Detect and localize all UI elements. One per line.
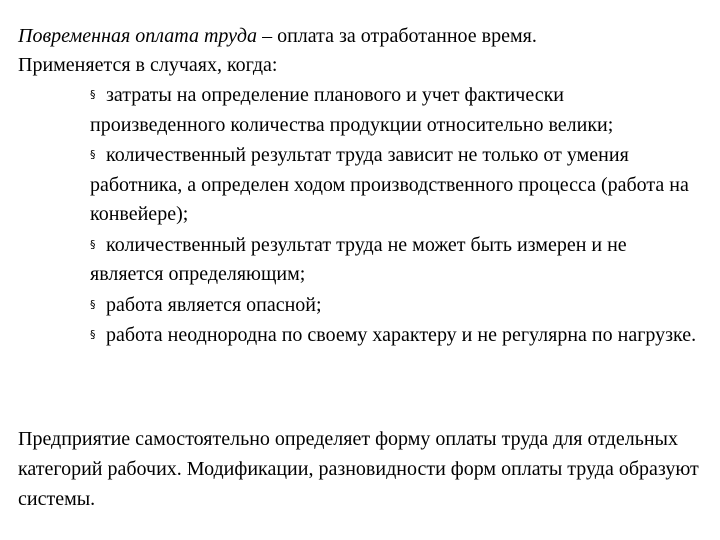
cases-list [90,80,700,351]
list-item [90,320,700,351]
list-item [90,80,700,140]
square-bullet-icon: § [90,88,96,101]
square-bullet-icon: § [90,237,96,251]
list-item-text: затраты на определение планового и учет фактически произведенного количества продукции относительно велики; [90,84,614,136]
square-bullet-icon: § [90,297,96,311]
list-item-text: работа является опасной; [106,293,322,316]
square-bullet-icon: § [90,148,96,161]
applies-text: Применяется в случаях, когда: [18,54,278,76]
intro-block [18,22,708,80]
list-item [90,230,700,290]
closing-paragraph: Предприятие самостоятельно определяет форму оплаты труда для отдельных категорий рабочих. Модификации, разновидности форм оплаты труда образуют системы. [18,428,699,510]
list-item-text: работа неоднородна по своему характеру и не регулярна по нагрузке. [106,324,697,346]
list-item-text: количественный результат труда зависит не только от умения работника, а определен ходом производственного процесса (работа на конвейере); [90,144,689,225]
list-item-text: количественный результат труда не может быть измерен и не является определяющим; [90,233,627,285]
list-item [90,140,700,230]
definition-term: Повременная оплата труда [18,25,258,47]
definition-text: – оплата за отработанное время. [257,25,537,47]
list-item [90,290,700,321]
square-bullet-icon: § [90,328,96,341]
